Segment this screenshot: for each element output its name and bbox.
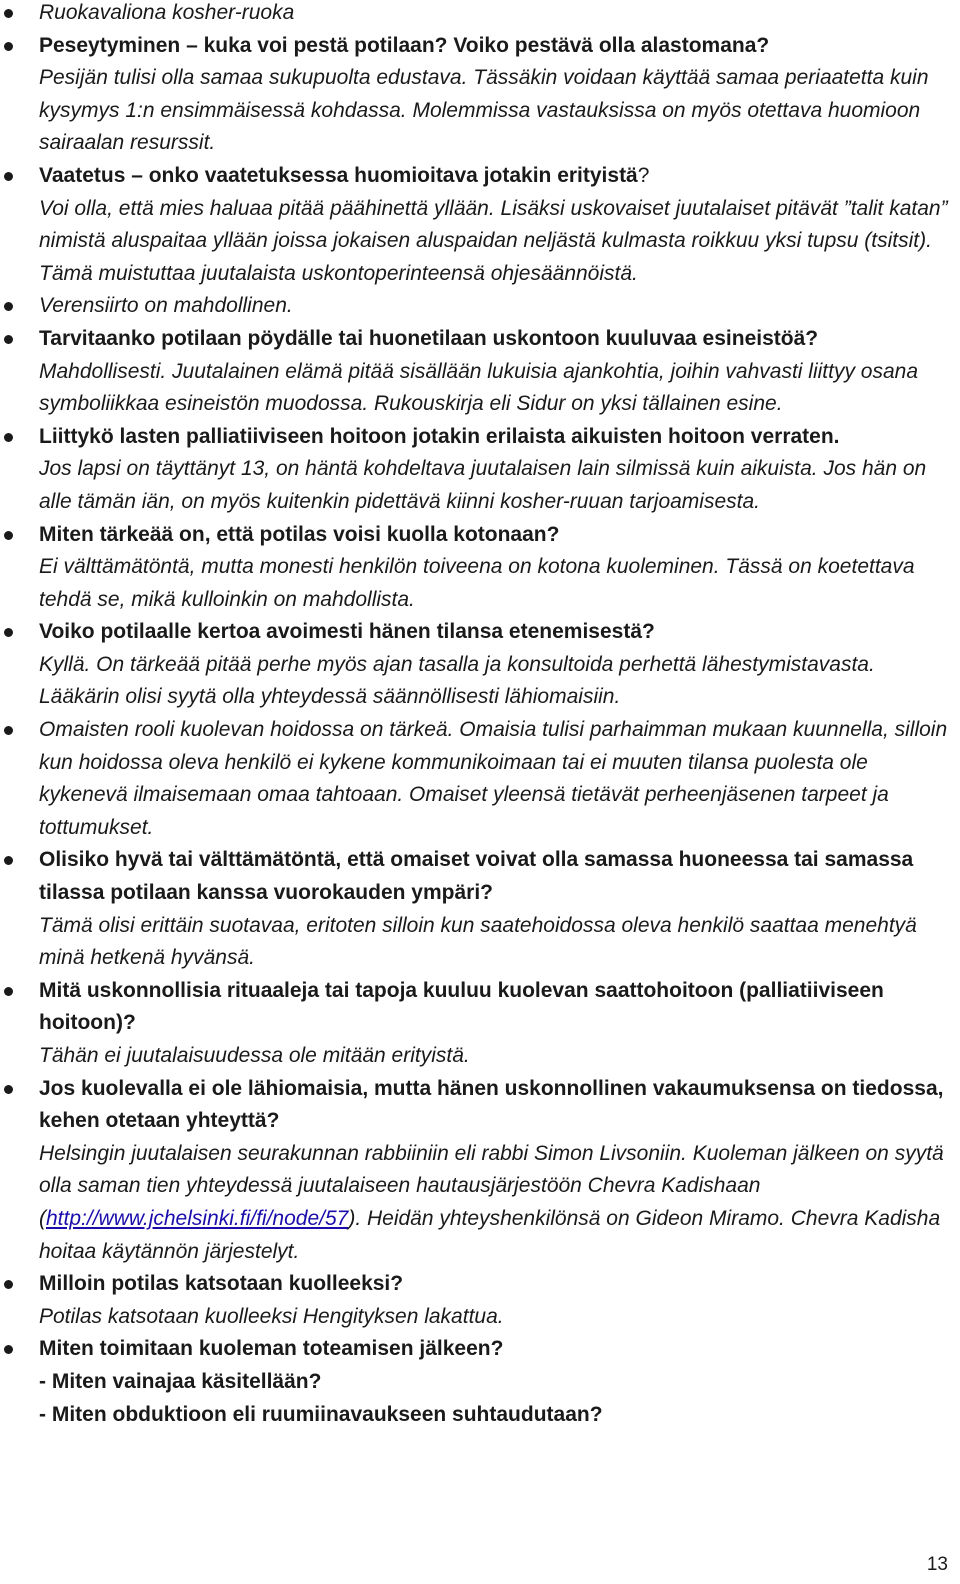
question-text: Mitä uskonnollisia rituaaleja tai tapoja kuuluu kuolevan saattohoitoon (palliatiiviseen hoitoon)?: [39, 978, 884, 1035]
question-text: Peseytyminen – kuka voi pestä potilaan? Voiko pestävä olla alastomana?: [39, 33, 770, 57]
answer-text-continued: ). Heidän yhteyshenkilönsä on Gideon Miramo. Chevra Kadisha hoitaa käytännön järjestelyt.: [39, 1206, 941, 1263]
list-item: [0, 519, 960, 617]
answer-text: Omaisten rooli kuolevan hoidossa on tärkeä. Omaisia tulisi parhaimman mukaan kuunnella, silloin kun hoidossa oleva henkilö ei kykene kommunikoimaan tai ei muuten tilansa puolesta ole kykenevä ilmaisemaan omaa tahtoaan. Omaiset yleensä tietävät perheenjäsenen tarpeet ja tottumukset.: [39, 718, 948, 839]
answer-text: Jos lapsi on täyttänyt 13, on häntä kohdeltava juutalaisen lain silmissä kuin aikuista. Jos hän on alle tämän iän, on myös kuitenkin pidettävä kiinni kosher-ruuan tarjoamisesta.: [39, 457, 927, 513]
question-text: Liittykö lasten palliatiiviseen hoitoon jotakin erilaista aikuisten hoitoon verraten.: [39, 424, 840, 448]
question-text: Milloin potilas katsotaan kuolleeksi?: [39, 1272, 404, 1296]
question-mark: ?: [637, 163, 650, 187]
answer-text: Pesijän tulisi olla samaa sukupuolta edustava. Tässäkin voidaan käyttää samaa periaatetta kuin kysymys 1:n ensimmäisessä kohdassa. Molemmissa vastauksissa on myös otettava huomioon sairaalan resurssit.: [39, 66, 929, 155]
answer-text: Potilas katsotaan kuolleeksi Hengityksen lakattua.: [39, 1304, 504, 1328]
question-text: Voiko potilaalle kertoa avoimesti hänen tilansa etenemisestä?: [39, 620, 655, 644]
chevra-kadisha-link[interactable]: http://www.jchelsinki.fi/fi/node/57: [46, 1206, 349, 1230]
answer-text: Helsingin juutalaisen seurakunnan rabbiiniin eli rabbi Simon Livsoniin. Kuoleman jälkeen on syytä olla saman tien yhteydessä juutalaiseen hautausjärjestöön Chevra Kadishaan (: [39, 1141, 944, 1230]
list-item: [0, 975, 960, 1073]
list-item: [0, 323, 960, 421]
page-number: 13: [926, 1554, 948, 1575]
sub-question: - Miten obduktioon eli ruumiinavaukseen suhtaudutaan?: [39, 1402, 603, 1426]
list-item: [0, 714, 960, 844]
answer-text: Mahdollisesti. Juutalainen elämä pitää sisällään lukuisia ajankohtia, joihin vahvasti liittyy osana symboliikkaa esineistön muodossa. Rukouskirja eli Sidur on yksi tällainen esine.: [39, 359, 918, 416]
question-text: Tarvitaanko potilaan pöydälle tai huonetilaan uskontoon kuuluvaa esineistöä?: [39, 326, 819, 350]
answer-text: Tähän ei juutalaisuudessa ole mitään erityistä.: [39, 1044, 470, 1067]
question-text: Miten toimitaan kuoleman toteamisen jälkeen?: [39, 1337, 504, 1361]
list-item: [0, 290, 960, 323]
list-item: [0, 421, 960, 519]
question-text: Olisiko hyvä tai välttämätöntä, että omaiset voivat olla samassa huoneessa tai samassa tilassa potilaan kanssa vuorokauden ympäri?: [39, 848, 914, 905]
sub-question: - Miten vainajaa käsitellään?: [39, 1369, 322, 1393]
question-text: Miten tärkeää on, että potilas voisi kuolla kotonaan?: [39, 522, 560, 546]
list-item: [0, 0, 960, 30]
list-item: [0, 1073, 960, 1269]
list-item: [0, 1333, 960, 1431]
answer-text: Voi olla, että mies haluaa pitää päähinettä yllään. Lisäksi uskovaiset juutalaiset pitävät ”talit katan” nimistä aluspaitaa yllään joissa jokaisen aluspaidan neljästä kulmasta roikkuu yksi tupsu (tsitsit). Tämä muistuttaa juutalaista uskontoperinteensä ohjesäännöistä.: [39, 196, 948, 285]
answer-text: Verensiirto on mahdollinen.: [39, 294, 293, 318]
answer-text: Ei välttämätöntä, mutta monesti henkilön toiveena on kotona kuoleminen. Tässä on koetettava tehdä se, mikä kulloinkin on mahdollista.: [39, 555, 915, 611]
list-item: [0, 844, 960, 974]
list-item: [0, 616, 960, 714]
list-item: [0, 160, 960, 290]
list-item: [0, 1268, 960, 1333]
list-item: [0, 30, 960, 160]
answer-text: Ruokavaliona kosher-ruoka: [39, 1, 295, 24]
answer-text: Tämä olisi erittäin suotavaa, eritoten silloin kun saatehoidossa oleva henkilö saattaa menehtyä minä hetkenä hyvänsä.: [39, 913, 917, 970]
answer-text: Kyllä. On tärkeää pitää perhe myös ajan tasalla ja konsultoida perhettä lähestymistavasta. Lääkärin olisi syytä olla yhteydessä säännöllisesti lähiomaisiin.: [39, 652, 875, 709]
question-text: Vaatetus – onko vaatetuksessa huomioitava jotakin erityistä: [39, 163, 638, 187]
question-text: Jos kuolevalla ei ole lähiomaisia, mutta hänen uskonnollinen vakaumuksensa on tiedossa, kehen otetaan yhteyttä?: [39, 1076, 944, 1133]
